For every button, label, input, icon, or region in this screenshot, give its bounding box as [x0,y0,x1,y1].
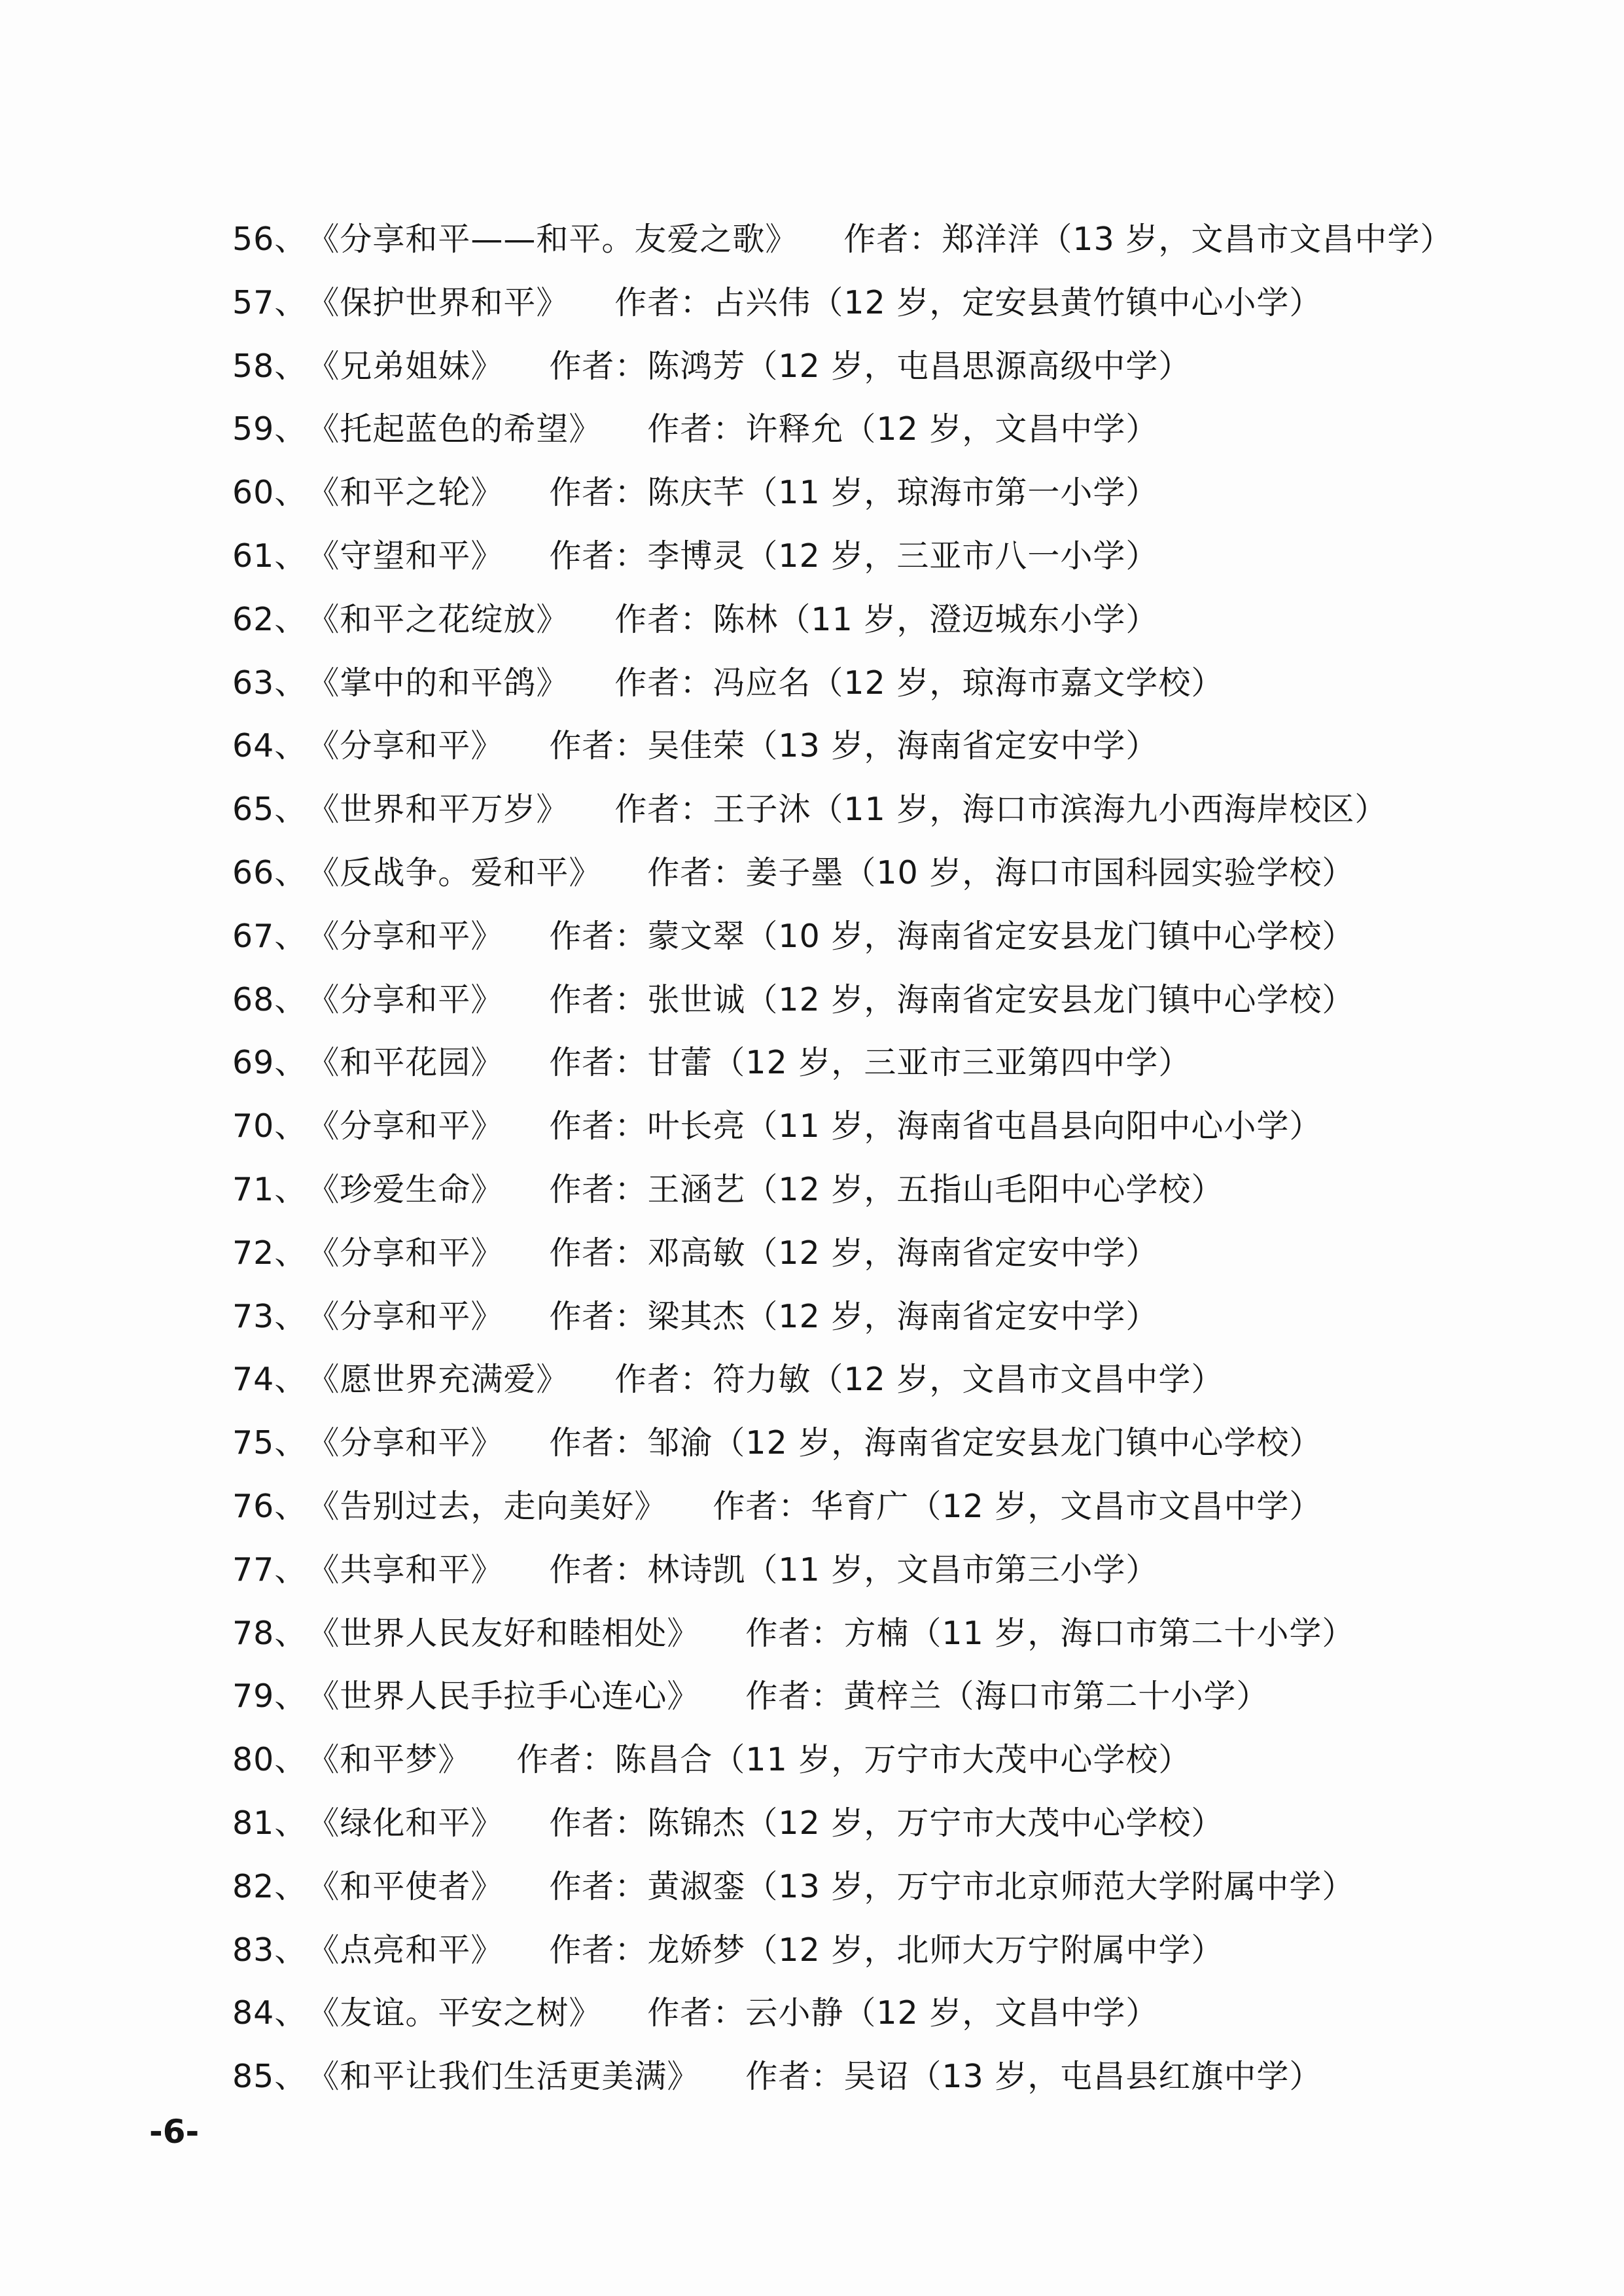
list-item [232,715,1541,778]
item-number: 56、 [232,221,308,258]
author-label: 作者： [549,537,648,575]
author-info: 张世诚（12 岁，海南省定安县龙门镇中心学校） [647,980,1355,1018]
artwork-title: 《和平之轮》 [307,474,504,512]
artwork-title: 《守望和平》 [307,537,504,575]
author-info: 王涵艺（12 岁，五指山毛阳中心学校） [647,1170,1224,1208]
item-number: 78、 [232,1614,308,1652]
list-item [232,1031,1541,1095]
author-info: 陈庆芊（11 岁，琼海市第一小学） [647,474,1159,512]
author-info: 陈锦杰（12 岁，万宁市大茂中心学校） [647,1804,1224,1842]
list-item [232,588,1541,652]
author-info: 吴佳荣（13 岁，海南省定安中学） [647,727,1159,765]
artwork-title: 《分享和平》 [307,1107,504,1145]
item-number: 82、 [232,1867,308,1905]
artwork-title: 《愿世界充满爱》 [307,1361,569,1399]
item-number: 66、 [232,853,308,891]
artwork-title: 《反战争。爱和平》 [307,853,602,891]
page-number: -6- [149,2113,200,2151]
item-number: 58、 [232,347,308,385]
artwork-title: 《点亮和平》 [307,1931,504,1969]
item-number: 70、 [232,1107,308,1145]
artwork-title: 《分享和平》 [307,917,504,955]
artwork-title: 《分享和平》 [307,727,504,765]
item-number: 65、 [232,791,308,829]
list-item [232,1539,1541,1602]
author-info: 邹渝（12 岁，海南省定安县龙门镇中心学校） [647,1424,1322,1462]
author-info: 陈昌合（11 岁，万宁市大茂中心学校） [614,1741,1192,1779]
author-info: 王子沐（11 岁，海口市滨海九小西海岸校区） [713,791,1388,829]
item-number: 77、 [232,1551,308,1588]
list-item [232,1412,1541,1475]
list-item [232,1665,1541,1729]
author-label: 作者： [549,1170,648,1208]
author-info: 叶长亮（11 岁，海南省屯昌县向阳中心小学） [647,1107,1322,1145]
item-number: 62、 [232,600,308,638]
artwork-title: 《和平让我们生活更美满》 [307,2058,700,2096]
list-item [232,1095,1541,1158]
author-label: 作者： [614,283,713,321]
list-item [232,461,1541,525]
author-label: 作者： [745,1614,844,1652]
author-label: 作者： [745,2058,844,2096]
author-label: 作者： [549,347,648,385]
author-info: 符力敏（12 岁，文昌市文昌中学） [713,1361,1224,1399]
item-number: 60、 [232,474,308,512]
list-item [232,1792,1541,1856]
artwork-title: 《兄弟姐妹》 [307,347,504,385]
author-label: 作者： [549,1804,648,1842]
item-number: 63、 [232,664,308,702]
author-info: 黄淑銮（13 岁，万宁市北京师范大学附属中学） [647,1867,1355,1905]
item-number: 64、 [232,727,308,765]
author-info: 方楠（11 岁，海口市第二十小学） [843,1614,1355,1652]
artwork-title: 《和平花园》 [307,1044,504,1082]
item-number: 79、 [232,1677,308,1715]
list-item [232,1856,1541,1919]
list-item [232,905,1541,969]
author-label: 作者： [843,221,942,258]
author-label: 作者： [745,1677,844,1715]
author-label: 作者： [647,410,746,448]
author-label: 作者： [516,1741,615,1779]
item-number: 72、 [232,1234,308,1272]
list-item [232,1158,1541,1222]
artwork-title: 《分享和平——和平。友爱之歌》 [307,221,798,258]
author-label: 作者： [549,474,648,512]
item-number: 61、 [232,537,308,575]
list-item [232,272,1541,335]
author-label: 作者： [549,1867,648,1905]
author-info: 郑洋洋（13 岁，文昌市文昌中学） [942,221,1453,258]
author-label: 作者： [549,980,648,1018]
author-info: 陈林（11 岁，澄迈城东小学） [713,600,1159,638]
author-info: 甘蕾（12 岁，三亚市三亚第四中学） [647,1044,1192,1082]
list-item [232,525,1541,588]
author-label: 作者： [647,853,746,891]
artwork-title: 《保护世界和平》 [307,283,569,321]
author-info: 许释允（12 岁，文昌中学） [745,410,1159,448]
item-number: 73、 [232,1297,308,1335]
artwork-title: 《世界和平万岁》 [307,791,569,829]
author-label: 作者： [549,1424,648,1462]
author-label: 作者： [549,917,648,955]
author-label: 作者： [549,1234,648,1272]
artwork-title: 《世界人民友好和睦相处》 [307,1614,700,1652]
list-item [232,778,1541,842]
author-label: 作者： [549,1044,648,1082]
item-number: 67、 [232,917,308,955]
list-item [232,2045,1541,2109]
list-item [232,652,1541,715]
item-number: 84、 [232,1994,308,2032]
item-number: 76、 [232,1487,308,1525]
artwork-title: 《分享和平》 [307,1234,504,1272]
author-info: 占兴伟（12 岁，定安县黄竹镇中心小学） [713,283,1322,321]
list-item [232,208,1541,272]
list-item [232,1729,1541,1792]
author-label: 作者： [549,1551,648,1588]
author-label: 作者： [614,791,713,829]
author-label: 作者： [614,664,713,702]
artwork-title: 《掌中的和平鸽》 [307,664,569,702]
author-info: 姜子墨（10 岁，海口市国科园实验学校） [745,853,1355,891]
author-info: 黄梓兰（海口市第二十小学） [843,1677,1269,1715]
award-list [232,208,1541,2109]
artwork-title: 《和平使者》 [307,1867,504,1905]
author-label: 作者： [549,1297,648,1335]
list-item [232,1222,1541,1285]
artwork-title: 《托起蓝色的希望》 [307,410,602,448]
author-info: 吴诏（13 岁，屯昌县红旗中学） [843,2058,1322,2096]
author-label: 作者： [614,600,713,638]
list-item [232,1285,1541,1349]
list-item [232,1475,1541,1539]
artwork-title: 《和平梦》 [307,1741,471,1779]
artwork-title: 《绿化和平》 [307,1804,504,1842]
artwork-title: 《世界人民手拉手心连心》 [307,1677,700,1715]
artwork-title: 《友谊。平安之树》 [307,1994,602,2032]
list-item [232,335,1541,399]
list-item [232,842,1541,905]
list-item [232,1348,1541,1412]
item-number: 69、 [232,1044,308,1082]
author-info: 梁其杰（12 岁，海南省定安中学） [647,1297,1159,1335]
item-number: 68、 [232,980,308,1018]
author-label: 作者： [614,1361,713,1399]
item-number: 83、 [232,1931,308,1969]
item-number: 57、 [232,283,308,321]
artwork-title: 《珍爱生命》 [307,1170,504,1208]
author-info: 冯应名（12 岁，琼海市嘉文学校） [713,664,1224,702]
artwork-title: 《共享和平》 [307,1551,504,1588]
list-item [232,1919,1541,1982]
item-number: 59、 [232,410,308,448]
author-label: 作者： [549,1107,648,1145]
list-item [232,1982,1541,2045]
artwork-title: 《分享和平》 [307,1424,504,1462]
author-label: 作者： [549,727,648,765]
author-info: 邓高敏（12 岁，海南省定安中学） [647,1234,1159,1272]
author-label: 作者： [713,1487,811,1525]
artwork-title: 《分享和平》 [307,1297,504,1335]
author-info: 华育广（12 岁，文昌市文昌中学） [811,1487,1322,1525]
item-number: 81、 [232,1804,308,1842]
item-number: 80、 [232,1741,308,1779]
author-label: 作者： [647,1994,746,2032]
author-label: 作者： [549,1931,648,1969]
author-info: 云小静（12 岁，文昌中学） [745,1994,1159,2032]
artwork-title: 《分享和平》 [307,980,504,1018]
author-info: 蒙文翠（10 岁，海南省定安县龙门镇中心学校） [647,917,1355,955]
author-info: 林诗凯（11 岁，文昌市第三小学） [647,1551,1159,1588]
item-number: 75、 [232,1424,308,1462]
list-item [232,398,1541,461]
author-info: 李博灵（12 岁，三亚市八一小学） [647,537,1159,575]
item-number: 85、 [232,2058,308,2096]
artwork-title: 《告别过去，走向美好》 [307,1487,667,1525]
list-item [232,1602,1541,1666]
artwork-title: 《和平之花绽放》 [307,600,569,638]
list-item [232,969,1541,1032]
author-info: 陈鸿芳（12 岁，屯昌思源高级中学） [647,347,1192,385]
item-number: 71、 [232,1170,308,1208]
item-number: 74、 [232,1361,308,1399]
author-info: 龙娇梦（12 岁，北师大万宁附属中学） [647,1931,1224,1969]
